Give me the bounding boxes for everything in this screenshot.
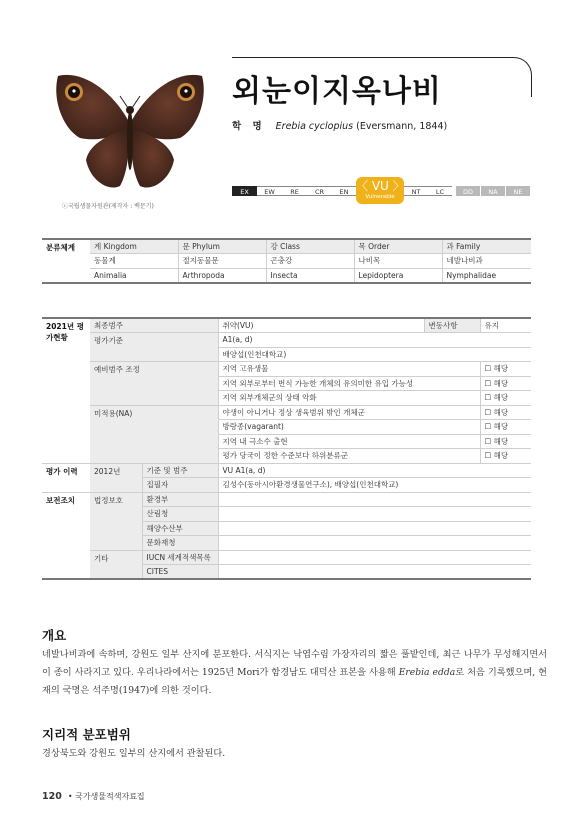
- taxonomy-header: 문 Phylum: [178, 239, 266, 254]
- na-item: 평가 당국이 정한 수준보다 하위분류군: [218, 449, 480, 464]
- checkbox-applicable[interactable]: ☐ 해당: [480, 434, 531, 449]
- taxonomy-header: 강 Class: [266, 239, 354, 254]
- taxonomy-korean: 곤충강: [266, 254, 354, 269]
- overview-text-italic: Erebia edda: [398, 667, 456, 678]
- overview-text-2: 로 처음 기록했으며, 현재의 국명은 석주명(1947)에 의한 것이다.: [42, 667, 547, 696]
- na-item: 야생이 아니거나 정상 생육범위 밖인 개체군: [218, 405, 480, 420]
- other-label: 기타: [90, 550, 142, 579]
- taxonomy-latin: Lepidoptera: [354, 268, 442, 283]
- legal-value: [218, 492, 531, 507]
- legal-value: [218, 521, 531, 536]
- legal-item: 해양수산부: [142, 521, 218, 536]
- other-item: IUCN 세계적색목록: [142, 550, 218, 565]
- prelim-label: 예비범주 조정: [90, 362, 218, 406]
- taxonomy-latin: Arthropoda: [178, 268, 266, 283]
- checkbox-applicable[interactable]: ☐ 해당: [480, 405, 531, 420]
- history-criteria-label: 기준 및 범주: [142, 463, 218, 478]
- range-title: 지리적 분포범위: [42, 727, 131, 742]
- sci-author: (Eversmann, 1844): [353, 121, 448, 132]
- history-author-value: 김성수(동아시아환경생물연구소), 배양섭(인천대학교): [218, 478, 531, 493]
- checkbox-applicable[interactable]: ☐ 해당: [480, 449, 531, 464]
- status-ew: EW: [257, 186, 282, 196]
- status-dd: DD: [456, 186, 480, 196]
- checkbox-applicable[interactable]: ☐ 해당: [480, 391, 531, 406]
- final-category-value: 취약(VU): [218, 318, 424, 333]
- photo-credit: ⓒ국립생물자원관(제작자 : 백문기): [62, 203, 154, 210]
- taxonomy-header: 과 Family: [442, 239, 531, 254]
- legal-item: 환경부: [142, 492, 218, 507]
- book-title: • 국가생물적색자료집: [67, 792, 145, 801]
- status-re: RE: [282, 186, 307, 196]
- taxonomy-latin: Animalia: [90, 268, 178, 283]
- conservation-section-label: 보전조치: [42, 492, 90, 579]
- taxonomy-korean: 동물계: [90, 254, 178, 269]
- status-nt: NT: [404, 186, 428, 196]
- range-text: 경상북도와 강원도 일부의 산지에서 관찰된다.: [42, 748, 226, 759]
- taxonomy-korean: 나비목: [354, 254, 442, 269]
- status-lc: LC: [428, 186, 452, 196]
- prelim-item: 지역 고유생물: [218, 362, 480, 377]
- taxonomy-section-label: 분류체계: [42, 239, 90, 283]
- final-category-label: 최종범주: [90, 318, 218, 333]
- taxonomy-header: 계 Kingdom: [90, 239, 178, 254]
- na-label: 미적용(NA): [90, 405, 218, 463]
- scientific-name: [232, 118, 447, 132]
- status-current-label: Vulnerable: [365, 194, 395, 200]
- page-footer: [42, 791, 145, 802]
- other-value: [218, 565, 531, 580]
- status-ne: NE: [506, 186, 530, 196]
- sci-name: Erebia cyclopius: [275, 121, 354, 132]
- overview-text-1: 네발나비과에 속하며, 강원도 일부 산지에 분포한다. 서식지는 낙엽수림 가장자리의 짧은 풀밭인데, 최근 나무가 무성해지면서 이 종이 사라지고 있다. 우리나라에서는 1925년 Mori가 함경남도 대덕산 표본을 사용해: [42, 649, 547, 678]
- history-criteria-value: VU A1(a, d): [218, 463, 531, 478]
- change-label: 변동사항: [424, 318, 480, 333]
- status-current: 〈 VU 〉: [356, 179, 405, 193]
- butterfly-photo: [50, 68, 210, 198]
- taxonomy-latin: Nymphalidae: [442, 268, 531, 283]
- criteria-label: 평가기준: [90, 333, 218, 362]
- history-author-label: 집필자: [142, 478, 218, 493]
- status-current-badge: [356, 177, 404, 204]
- species-title: 외눈이지옥나비: [232, 74, 442, 109]
- legal-item: 문화재청: [142, 536, 218, 551]
- legal-value: [218, 507, 531, 522]
- history-section-label: 평가 이력: [42, 463, 90, 492]
- history-year: 2012년: [90, 463, 142, 492]
- status-en: EN: [332, 186, 356, 196]
- page-number: 120: [42, 791, 62, 802]
- taxonomy-korean: 절지동물문: [178, 254, 266, 269]
- status-na: NA: [481, 186, 505, 196]
- assessment-section-label: 2021년 평가현황: [42, 318, 90, 463]
- legal-protection-label: 법정보호: [90, 492, 142, 550]
- overview-title: 개요: [42, 628, 67, 643]
- na-item: 지역 내 극소수 출현: [218, 434, 480, 449]
- assessment-table: [42, 317, 531, 580]
- checkbox-applicable[interactable]: ☐ 해당: [480, 420, 531, 435]
- overview-text: [42, 646, 547, 700]
- taxonomy-header: 목 Order: [354, 239, 442, 254]
- assessor-value: 배양섭(인천대학교): [218, 347, 531, 362]
- taxonomy-table: [42, 238, 531, 284]
- other-value: [218, 550, 531, 565]
- status-ex: EX: [232, 186, 257, 196]
- status-cr: CR: [307, 186, 332, 196]
- sci-label: 학 명: [232, 121, 266, 132]
- prelim-item: 지역 외부로부터 번식 가능한 개체의 유의미한 유입 가능성: [218, 376, 480, 391]
- checkbox-applicable[interactable]: ☐ 해당: [480, 362, 531, 377]
- change-value: 유지: [480, 318, 531, 333]
- checkbox-applicable[interactable]: ☐ 해당: [480, 376, 531, 391]
- criteria-value: A1(a, d): [218, 333, 531, 348]
- legal-value: [218, 536, 531, 551]
- taxonomy-korean: 네발나비과: [442, 254, 531, 269]
- legal-item: 산림청: [142, 507, 218, 522]
- other-item: CITES: [142, 565, 218, 580]
- prelim-item: 지역 외부개체군의 상태 악화: [218, 391, 480, 406]
- taxonomy-latin: Insecta: [266, 268, 354, 283]
- na-item: 방랑종(vagarant): [218, 420, 480, 435]
